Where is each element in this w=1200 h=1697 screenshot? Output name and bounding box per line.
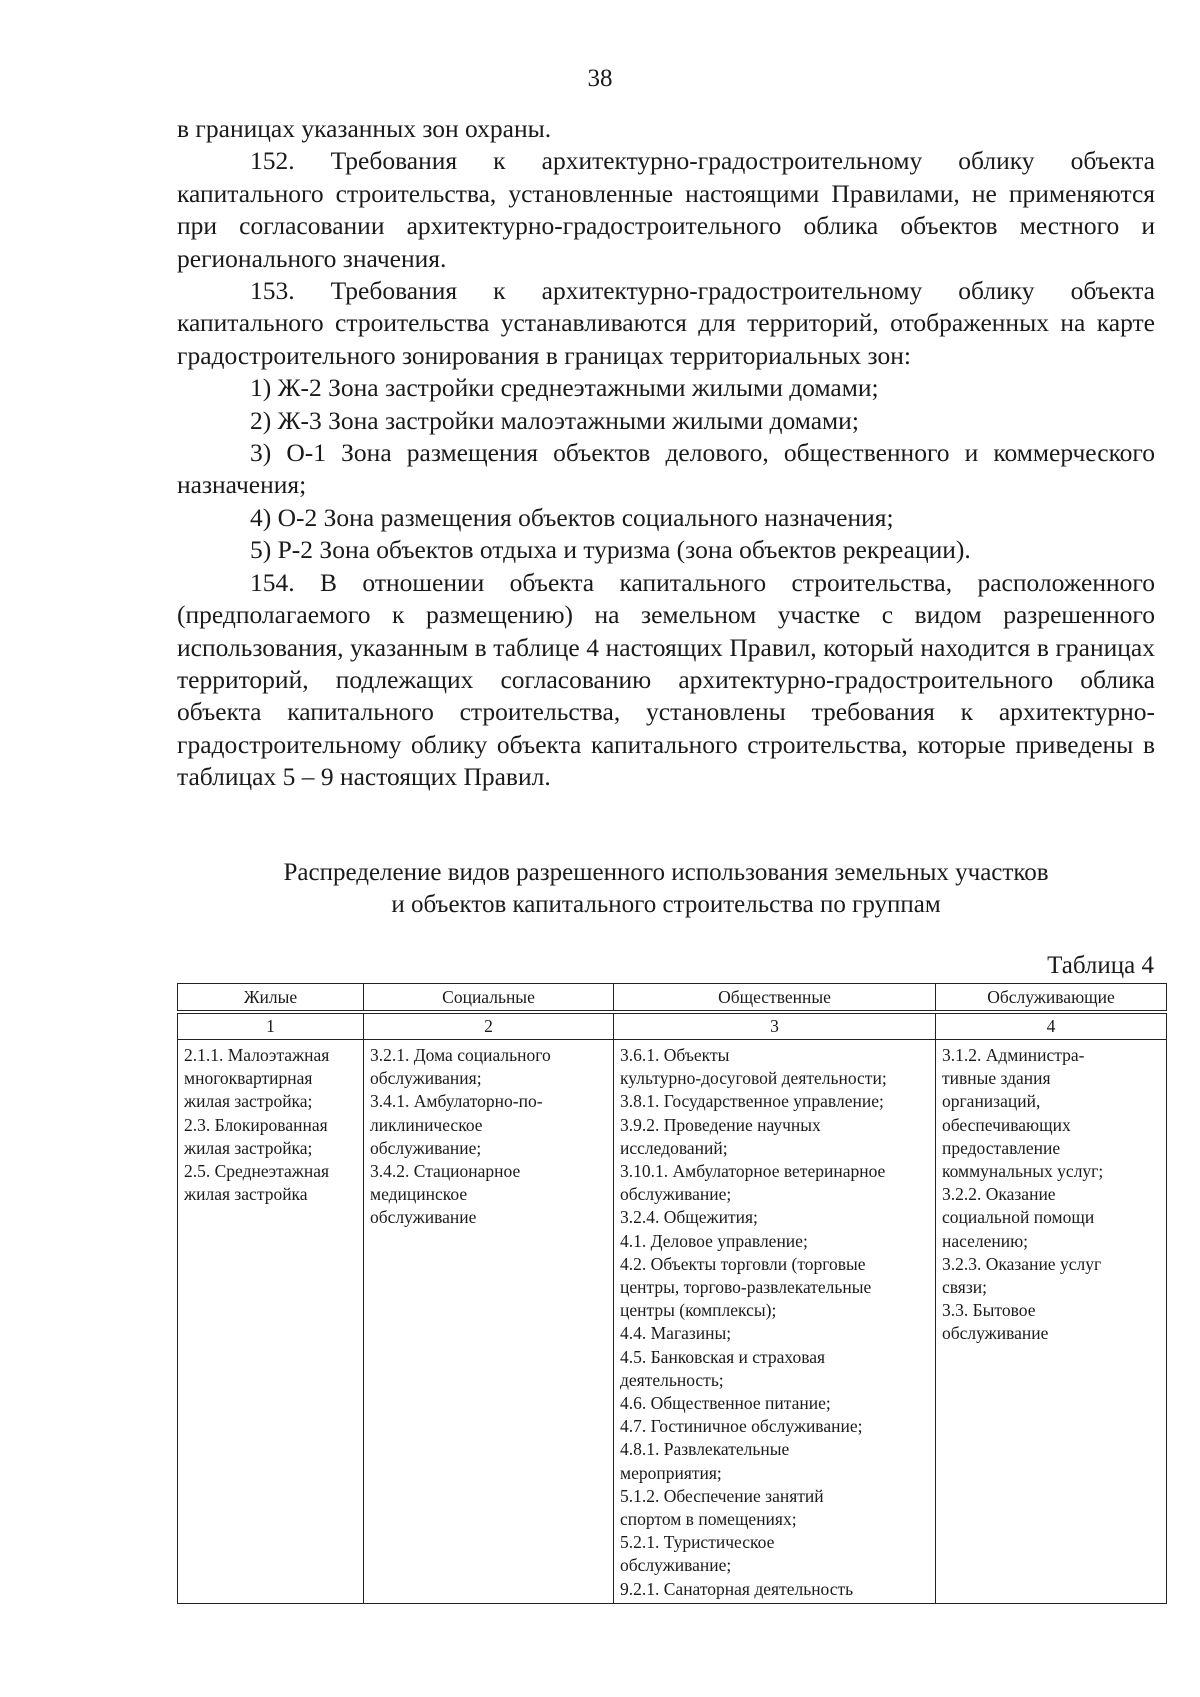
cell-line: жилая застройка: [184, 1184, 308, 1205]
zone-item: 1) Ж-2 Зона застройки среднеэтажными жилыми домами;: [250, 373, 879, 403]
zone-item: 2) Ж-3 Зона застройки малоэтажными жилыми домами;: [250, 405, 859, 435]
residential-cell: [178, 1040, 364, 1604]
table-heading-line-2: и объектов капитального строительства по группам: [391, 891, 941, 918]
cell-line: организаций,: [942, 1091, 1041, 1112]
cell-line: социальной помощи: [942, 1207, 1095, 1228]
cell-line: 3.2.1. Дома социального: [370, 1045, 551, 1065]
table-label: Таблица 4: [1047, 952, 1154, 979]
cell-line: медицинское: [370, 1184, 468, 1205]
column-header: Социальные: [364, 984, 614, 1013]
table-heading-line-1: Распределение видов разрешенного использования земельных участков: [283, 859, 1049, 886]
cell-line: коммунальных услуг;: [942, 1161, 1104, 1182]
column-header: Обслуживающие: [936, 984, 1167, 1013]
cell-line: 2.1.1. Малоэтажная: [184, 1045, 330, 1065]
cell-line: 3.8.1. Государственное управление;: [620, 1091, 884, 1112]
page-number: 38: [587, 65, 613, 92]
cell-line: центры, торгово-развлекательные: [620, 1277, 872, 1298]
cell-line: 4.2. Объекты торговли (торговые: [620, 1253, 866, 1274]
cell-line: 4.4. Магазины;: [620, 1323, 732, 1344]
cell-line: обслуживание;: [620, 1555, 732, 1576]
column-header: Общественные: [614, 984, 936, 1013]
zone-item: 3) О-1 Зона размещения объектов делового, общественного и коммерческого назначения;: [177, 438, 1155, 500]
cell-line: 3.2.3. Оказание услуг: [942, 1253, 1102, 1274]
column-number: 2: [364, 1012, 614, 1040]
cell-line: 2.3. Блокированная: [184, 1114, 328, 1135]
service-cell: [936, 1040, 1167, 1604]
zone-item: 5) Р-2 Зона объектов отдыха и туризма (зона объектов рекреации).: [250, 535, 971, 565]
cell-line: многоквартирная: [184, 1068, 313, 1089]
cell-line: 4.7. Гостиничное обслуживание;: [620, 1416, 863, 1437]
cell-line: деятельность;: [620, 1369, 724, 1390]
paragraph-continuation: в границах указанных зон охраны.: [177, 114, 552, 143]
cell-line: тивные здания: [942, 1068, 1051, 1089]
cell-line: обслуживание;: [370, 1137, 482, 1158]
table-number-row: [178, 1012, 1167, 1040]
cell-line: обслуживание;: [620, 1184, 732, 1205]
zoning-groups-table: [177, 983, 1167, 1604]
cell-line: 3.6.1. Объекты: [620, 1045, 730, 1065]
cell-line: культурно-досуговой деятельности;: [620, 1068, 887, 1089]
paragraph-154: 154. В отношении объекта капитального строительства, расположенного (предполагаемого к размещению) на земельном участке с видом разрешенного использования, указанным в таблице 4 настоящих Правил, который находится в границах территорий, подлежащих согласованию архитектурно-градостроительного облика объекта капитального строительства, установлены требования к архитектурно-градостроительному облику объекта капитального строительства, которые приведены в таблицах 5 – 9 настоящих Правил.: [177, 567, 1155, 792]
table-header-row: [178, 984, 1167, 1013]
cell-line: центры (комплексы);: [620, 1300, 777, 1321]
cell-line: обслуживания;: [370, 1068, 482, 1089]
cell-line: 9.2.1. Санаторная деятельность: [620, 1578, 854, 1599]
paragraph-152: 152. Требования к архитектурно-градостроительному облику объекта капитального строительства, установленные настоящими Правилами, не применяются при согласовании архитектурно-градостроительного облика объектов местного и регионального значения.: [177, 146, 1155, 273]
cell-line: 4.1. Деловое управление;: [620, 1230, 808, 1251]
cell-line: 5.1.2. Обеспечение занятий: [620, 1485, 824, 1506]
cell-line: 3.3. Бытовое: [942, 1300, 1036, 1321]
cell-line: связи;: [942, 1277, 987, 1298]
cell-line: обслуживание: [370, 1207, 477, 1228]
cell-line: 3.1.2. Администра-: [942, 1045, 1085, 1065]
column-number: 4: [936, 1012, 1167, 1040]
cell-line: обслуживание: [942, 1323, 1049, 1344]
cell-line: населению;: [942, 1230, 1029, 1251]
zone-item: 4) О-2 Зона размещения объектов социального назначения;: [250, 502, 894, 532]
cell-line: 3.10.1. Амбулаторное ветеринарное: [620, 1161, 886, 1182]
cell-line: исследований;: [620, 1137, 728, 1158]
table-row: [178, 1040, 1167, 1604]
cell-line: 2.5. Среднеэтажная: [184, 1161, 330, 1182]
cell-line: ликлиническое: [370, 1114, 483, 1135]
column-header: Жилые: [178, 984, 364, 1013]
column-number: 3: [614, 1012, 936, 1040]
cell-line: спортом в помещениях;: [620, 1509, 797, 1530]
cell-line: обеспечивающих: [942, 1114, 1071, 1135]
cell-line: 4.6. Общественное питание;: [620, 1393, 831, 1414]
cell-line: жилая застройка;: [184, 1091, 313, 1112]
table-heading: [177, 857, 1155, 921]
cell-line: 3.2.4. Общежития;: [620, 1207, 758, 1228]
cell-line: 3.9.2. Проведение научных: [620, 1114, 821, 1135]
public-cell: [614, 1040, 936, 1604]
cell-line: предоставление: [942, 1137, 1061, 1158]
paragraph-153: 153. Требования к архитектурно-градостроительному облику объекта капитального строительства устанавливаются для территорий, отображенных на карте градостроительного зонирования в границах территориальных зон:: [177, 276, 1155, 370]
cell-line: 5.2.1. Туристическое: [620, 1532, 775, 1553]
cell-line: 4.8.1. Развлекательные: [620, 1439, 790, 1460]
body-text: [177, 113, 1155, 794]
column-number: 1: [178, 1012, 364, 1040]
social-cell: [364, 1040, 614, 1604]
cell-line: 3.4.2. Стационарное: [370, 1161, 521, 1182]
cell-line: мероприятия;: [620, 1462, 722, 1483]
cell-line: жилая застройка;: [184, 1137, 313, 1158]
cell-line: 4.5. Банковская и страховая: [620, 1346, 826, 1367]
cell-line: 3.2.2. Оказание: [942, 1184, 1056, 1205]
cell-line: 3.4.1. Амбулаторно-по-: [370, 1091, 543, 1112]
